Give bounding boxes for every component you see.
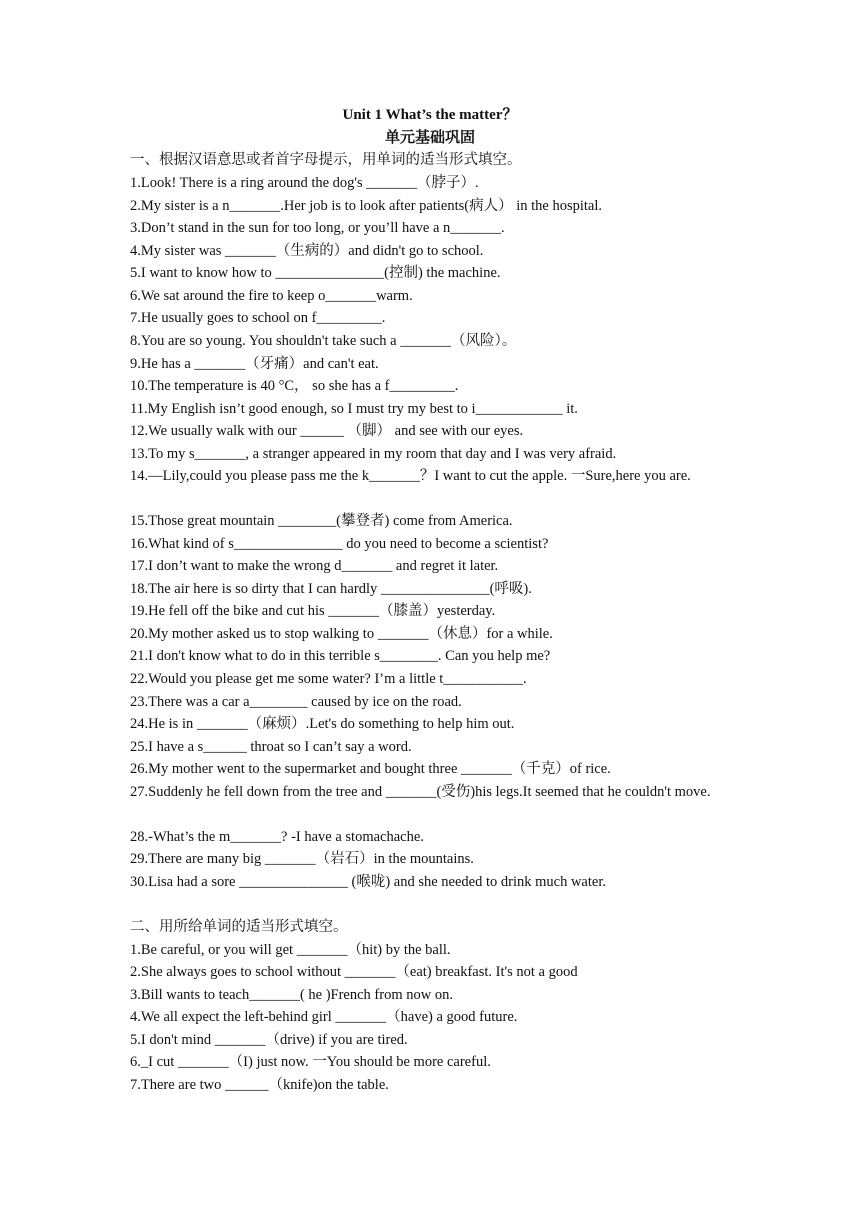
exercise-item: 11.My English isn’t good enough, so I must try my best to i____________ it. [130, 401, 578, 417]
exercise-item: 26.My mother went to the supermarket and bought three _______（千克）of rice. [130, 761, 611, 777]
exercise-item: 29.There are many big _______（岩石）in the mountains. [130, 851, 474, 867]
exercise-item: 13.To my s_______, a stranger appeared in my room that day and I was very afraid. [130, 446, 617, 462]
exercise-item: 3.Don’t stand in the sun for too long, or you’ll have a n_______. [130, 220, 505, 236]
exercise-item: 9.He has a _______（牙痛）and can't eat. [130, 356, 379, 372]
exercise-item: 17.I don’t want to make the wrong d_______ and regret it later. [130, 558, 499, 574]
exercise-item: 4.My sister was _______（生病的）and didn't go to school. [130, 243, 484, 259]
exercise-item: 7.There are two ______（knife)on the table. [130, 1077, 389, 1093]
exercise-item: 21.I don't know what to do in this terrible s________. Can you help me? [130, 648, 551, 664]
exercise-item: 25.I have a s______ throat so I can’t say a word. [130, 739, 412, 755]
exercise-item: 16.What kind of s_______________ do you need to become a scientist? [130, 536, 549, 552]
exercise-item: 3.Bill wants to teach_______( he )French from now on. [130, 987, 453, 1003]
exercise-item: 7.He usually goes to school on f_________. [130, 310, 386, 326]
exercise-item: 5.I don't mind _______（drive) if you are tired. [130, 1032, 408, 1048]
exercise-item: 28.-What’s the m_______? -I have a stomachache. [130, 829, 424, 845]
section2-heading: 二、用所给单词的适当形式填空。 [130, 919, 348, 935]
exercise-item: 1.Look! There is a ring around the dog's _______（脖子）. [130, 175, 479, 191]
exercise-item: 20.My mother asked us to stop walking to _______（休息）for a while. [130, 626, 553, 642]
exercise-item: 10.The temperature is 40 °C， so she has a f_________. [130, 378, 459, 394]
exercise-item: 6.We sat around the fire to keep o_______warm. [130, 288, 413, 304]
exercise-item: 22.Would you please get me some water? I’m a little t___________. [130, 671, 527, 687]
exercise-item: 19.He fell off the bike and cut his _______（膝盖）yesterday. [130, 603, 496, 619]
exercise-item: 27.Suddenly he fell down from the tree and _______(受伤)his legs.It seemed that he couldn't move. [130, 784, 711, 800]
exercise-item: 12.We usually walk with our ______ （脚） and see with our eyes. [130, 423, 524, 439]
exercise-item: 30.Lisa had a sore _______________ (喉咙) and she needed to drink much water. [130, 874, 606, 890]
document-title: Unit 1 What’s the matter？ [342, 107, 518, 123]
exercise-item: 5.I want to know how to _______________(控制) the machine. [130, 265, 501, 281]
exercise-item: 1.Be careful, or you will get _______（hit) by the ball. [130, 942, 451, 958]
exercise-item: 23.There was a car a________ caused by ice on the road. [130, 694, 462, 710]
exercise-item: 18.The air here is so dirty that I can hardly _______________(呼吸). [130, 581, 532, 597]
exercise-item: 2.She always goes to school without _______（eat) breakfast. It's not a good [130, 964, 578, 980]
exercise-item: 2.My sister is a n_______.Her job is to look after patients(病人） in the hospital. [130, 198, 602, 214]
exercise-item: 4.We all expect the left-behind girl _______（have) a good future. [130, 1009, 518, 1025]
document-subtitle: 单元基础巩固 [384, 130, 475, 146]
exercise-item: 8.You are so young. You shouldn't take such a _______（风险）。 [130, 333, 517, 349]
section1-heading: 一、根据汉语意思或者首字母提示，用单词的适当形式填空。 [130, 152, 522, 168]
exercise-item: 14.—Lily,could you please pass me the k_______？I want to cut the apple. 一Sure,here you are. [130, 468, 691, 484]
exercise-item: 24.He is in _______（麻烦）.Let's do something to help him out. [130, 716, 515, 732]
exercise-item: 15.Those great mountain ________(攀登者) come from America. [130, 513, 513, 529]
exercise-item: 6._I cut _______（I) just now. 一You should be more careful. [130, 1054, 491, 1070]
